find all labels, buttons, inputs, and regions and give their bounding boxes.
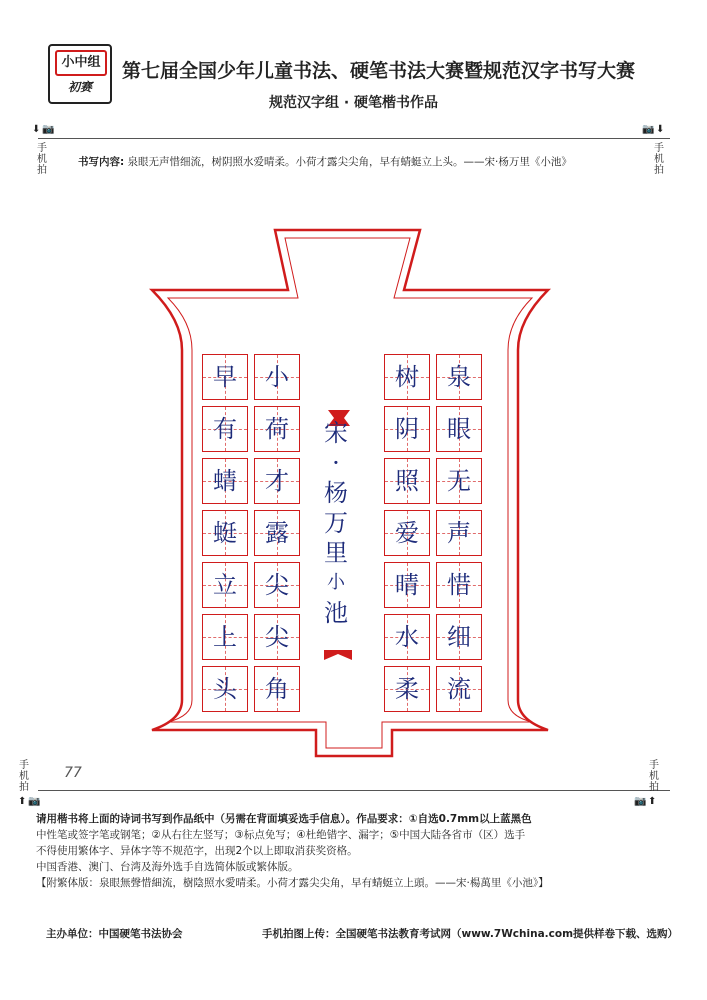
- grid-cell: [254, 614, 300, 660]
- grid-cell: [202, 354, 248, 400]
- signature-char: 小: [327, 572, 345, 593]
- handwritten-char: 才: [265, 467, 289, 495]
- handwritten-char: 晴: [395, 571, 419, 599]
- grid-cell: [254, 406, 300, 452]
- handwritten-char: 照: [395, 467, 419, 495]
- handwritten-char: 头: [213, 675, 237, 703]
- handwritten-char: 蜓: [213, 519, 237, 547]
- grid-cell: [384, 510, 430, 556]
- phone-shot-label-tr: 手机拍: [654, 143, 664, 176]
- phone-shot-label-bl: 手机拍: [19, 760, 29, 793]
- handwritten-char: 蜻: [213, 467, 237, 495]
- grid-cell: [436, 406, 482, 452]
- grid-cell: [384, 458, 430, 504]
- handwritten-char: 小: [265, 363, 289, 391]
- handwritten-char: 树: [395, 363, 419, 391]
- handwritten-char: 水: [395, 623, 419, 651]
- grid-cell: [436, 354, 482, 400]
- requirements-line: 不得使用繁体字、异体字等不规范字，出现2个以上即取消获奖资格。: [36, 845, 358, 857]
- camera-icon: 📷: [28, 796, 41, 807]
- grid-cell: [202, 458, 248, 504]
- grid-cell: [202, 562, 248, 608]
- handwritten-char: 角: [265, 675, 289, 703]
- download-icon: ⬇: [32, 124, 41, 135]
- grid-cell: [202, 510, 248, 556]
- grid-cell: [436, 562, 482, 608]
- phone-shot-label-tl: 手机拍: [37, 143, 47, 176]
- requirements-line: 中国香港、澳门、台湾及海外选手自选简体版或繁体版。: [36, 861, 299, 873]
- handwritten-char: 爱: [395, 519, 419, 547]
- grid-cell: [384, 614, 430, 660]
- signature-char: 宋: [324, 419, 348, 447]
- grid-cell: [384, 354, 430, 400]
- handwritten-char: 荷: [265, 415, 289, 443]
- handwritten-char: 细: [447, 623, 471, 651]
- handwritten-char: 声: [447, 519, 471, 547]
- handwritten-char: 惜: [447, 571, 471, 599]
- signature-char: 杨: [324, 479, 348, 507]
- writing-content-text: 泉眼无声惜细流，树阴照水爱晴柔。小荷才露尖尖角，早有蜻蜓立上头。——宋·杨万里《小池》: [127, 156, 572, 168]
- requirements-line: 【附繁体版：泉眼無聲惜細流，樹陰照水愛晴柔。小荷才露尖尖角，早有蜻蜓立上頭。——宋·楊萬里《小池》】: [36, 877, 549, 889]
- handwritten-char: 立: [213, 571, 237, 599]
- grid-cell: [384, 666, 430, 712]
- handwritten-char: 露: [265, 519, 289, 547]
- grid-cell: [254, 666, 300, 712]
- grid-cell: [202, 666, 248, 712]
- handwritten-char: 无: [447, 467, 471, 495]
- handwritten-mark: 77: [64, 765, 82, 781]
- bottom-rule: [38, 790, 670, 791]
- writing-content-label: 书写内容:: [78, 156, 125, 168]
- download-icon: ⬇: [656, 124, 665, 135]
- handwritten-char: 早: [213, 363, 237, 391]
- camera-icon: 📷: [634, 796, 647, 807]
- grid-cell: [436, 666, 482, 712]
- page-title: 第七届全国少年儿童书法、硬笔书法大赛暨规范汉字书写大赛: [122, 60, 636, 82]
- signature-char: 池: [324, 599, 348, 627]
- grid-cell: [436, 614, 482, 660]
- grid-cell: [254, 354, 300, 400]
- signature-char: 里: [324, 539, 348, 567]
- handwritten-char: 阴: [395, 415, 419, 443]
- badge-round-label: 初赛: [67, 80, 92, 94]
- handwritten-char: 流: [447, 675, 471, 703]
- grid-cell: [436, 510, 482, 556]
- camera-icon: 📷: [642, 124, 655, 135]
- phone-shot-label-br: 手机拍: [649, 760, 659, 793]
- handwritten-char: 柔: [395, 675, 419, 703]
- grid-cell: [202, 406, 248, 452]
- handwritten-char: 泉: [447, 363, 471, 391]
- signature-char: 万: [324, 509, 348, 537]
- signature-char: ·: [332, 449, 340, 477]
- grid-cell: [384, 406, 430, 452]
- grid-cell: [254, 458, 300, 504]
- requirements: [36, 811, 672, 891]
- upload-icon: ⬆: [18, 796, 27, 807]
- grid-cell: [384, 562, 430, 608]
- requirements-line: 请用楷书将上面的诗词书写到作品纸中（另需在背面填妥选手信息）。作品要求：①自选0.7mm以上蓝黑色: [36, 813, 532, 825]
- camera-icon: 📷: [42, 124, 55, 135]
- handwritten-char: 有: [213, 415, 237, 443]
- grid-cell: [436, 458, 482, 504]
- handwritten-char: 上: [213, 623, 237, 651]
- handwritten-char: 眼: [447, 415, 471, 443]
- page-subtitle: 规范汉字组 · 硬笔楷书作品: [268, 95, 439, 111]
- grid-cell: [254, 562, 300, 608]
- upload-icon: ⬆: [648, 796, 657, 807]
- organizer: 主办单位：中国硬笔书法协会: [46, 928, 183, 940]
- signature-column: [318, 418, 354, 628]
- handwritten-char: 尖: [265, 571, 289, 599]
- upload-info: 手机拍图上传：全国硬笔书法教育考试网（www.7Wchina.com提供样卷下载、选购）: [262, 928, 679, 940]
- requirements-line: 中性笔或签字笔或钢笔；②从右往左竖写；③标点免写；④杜绝错字、漏字；⑤中国大陆各省市（区）选手: [36, 829, 526, 841]
- handwritten-char: 尖: [265, 623, 289, 651]
- grid-cell: [254, 510, 300, 556]
- badge-group-label: 小中组: [55, 50, 107, 76]
- grid-cell: [202, 614, 248, 660]
